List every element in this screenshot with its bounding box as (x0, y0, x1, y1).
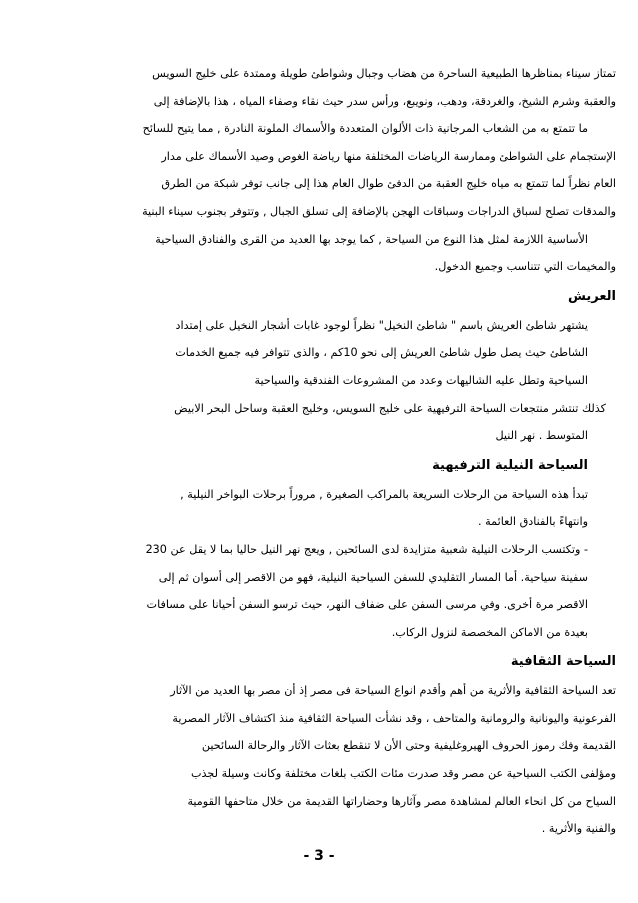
cultural-line-1: تعد السياحة الثقافية والأثرية من أهم وأقدم انواع السياحة فى مصر إذ أن مصر بها العديد من الآثار (170, 684, 616, 698)
section-heading-arish: العريش (567, 288, 616, 304)
cultural-line-2: الفرعونية واليونانية والرومانية والمتاحف ، وقد نشأت السياحة الثقافية منذ اكتشاف الآثار المصرية (172, 711, 616, 725)
arish-line-4: كذلك تنتشر منتجعات السياحة الترفيهية على خليج السويس، وخليج العقبة وساحل البحر الابيض (174, 401, 606, 415)
nile-line-4: سفينة سياحية. أما المسار التقليدي للسفن السياحية النيلية، فهو من الاقصر إلى أسوان ثم إلى (158, 570, 588, 584)
arish-line-3: السياحية وتطل عليه الشاليهات وعدد من المشروعات الفندقية والسياحية (254, 373, 588, 387)
document-page (60, 60, 616, 843)
nile-line-6: بعيدة من الاماكن المخصصة لنزول الركاب. (391, 625, 588, 639)
cultural-line-4: ومؤلفى الكتب السياحية عن مصر وقد صدرت مئات الكتب بلغات مختلفة وكانت وسيلة لجذب (190, 767, 616, 781)
intro-line-8: والمخيمات التي تتناسب وجميع الدخول. (434, 260, 616, 274)
nile-line-1: تبدأ هذه السياحة من الرحلات السريعة بالمراكب الصغيرة , مروراً برحلات البواخر النيلية , (180, 487, 588, 501)
arish-paragraph (60, 312, 616, 450)
section-heading-nile: السياحة النيلية الترفيهية (432, 457, 588, 473)
page-number: - 3 - (303, 848, 335, 864)
cultural-line-6: والفنية والأثرية . (541, 822, 616, 836)
arish-line-5: المتوسط . نهر النيل (495, 429, 588, 443)
arish-line-2: الشاطئ حيث يصل طول شاطئ العريش إلى نحو 10كم ، والذى تتوافر فيه جميع الخدمات (175, 346, 588, 360)
cultural-line-3: القديمة وفك رموز الحروف الهيروغليفية وحتى الأن لا تنقطع بعثات الآثار والرحالة السائحين (201, 739, 616, 753)
nile-paragraph (60, 481, 616, 647)
intro-paragraph (60, 60, 616, 281)
nile-line-5: الاقصر مرة أخرى. وفي مرسى السفن على ضفاف النهر، حيث ترسو السفن أحيانا على مسافات (146, 598, 588, 612)
nile-line-2: وانتهاءً بالفنادق العائمة . (478, 515, 588, 529)
intro-line-5: العام نظراً لما تتمتع به مياه خليج العقبة من الدفئ طوال العام هذا إلى جانب توفر شبكة من الطرق (161, 177, 616, 191)
nile-line-3: - وتكتسب الرحلات النيلية شعبية متزايدة لدى السائحين , ويعج نهر النيل حاليا بما لا يقل عن 230 (145, 542, 588, 556)
intro-line-4: الإستجمام على الشواطئ وممارسة الرياضات المختلفة منها رياضة الغوص وصيد الأسماك على مدار (161, 149, 616, 163)
intro-line-3: ما تتمتع به من الشعاب المرجانية ذات الألوان المتعددة والأسماك الملونة النادرة , مما يتيح للسائح (142, 122, 588, 136)
intro-line-6: والمدقات تصلح لسباق الدراجات وسباقات الهجن بالإضافة إلى تسلق الجبال , وتتوفر بجنوب سيناء البنية (142, 204, 616, 218)
cultural-paragraph (60, 677, 616, 843)
section-heading-cultural: السياحة الثقافية (510, 654, 616, 670)
intro-line-7: الأساسية اللازمة لمثل هذا النوع من السياحة , كما يوجد بها العديد من القرى والفنادق السياحية (155, 232, 588, 246)
cultural-line-5: السياح من كل انحاء العالم لمشاهدة مصر وآثارها وحضاراتها القديمة من خلال متاحفها القومية (187, 794, 616, 808)
intro-line-2: والعقبة وشرم الشيخ، والغردقة، ودهب، ونويبع، ورأس سدر حيث نقاء وصفاء المياه ، هذا بالإضافة إلى (153, 94, 616, 108)
intro-line-1: تمتاز سيناء بمناظرها الطبيعية الساحرة من هضاب وجبال وشواطئ طويلة وممتدة على خليج السويس (152, 67, 616, 80)
arish-line-1: يشتهر شاطئ العريش باسم " شاطئ النخيل" نظراً لوجود غابات أشجار النخيل على إمتداد (175, 318, 588, 332)
